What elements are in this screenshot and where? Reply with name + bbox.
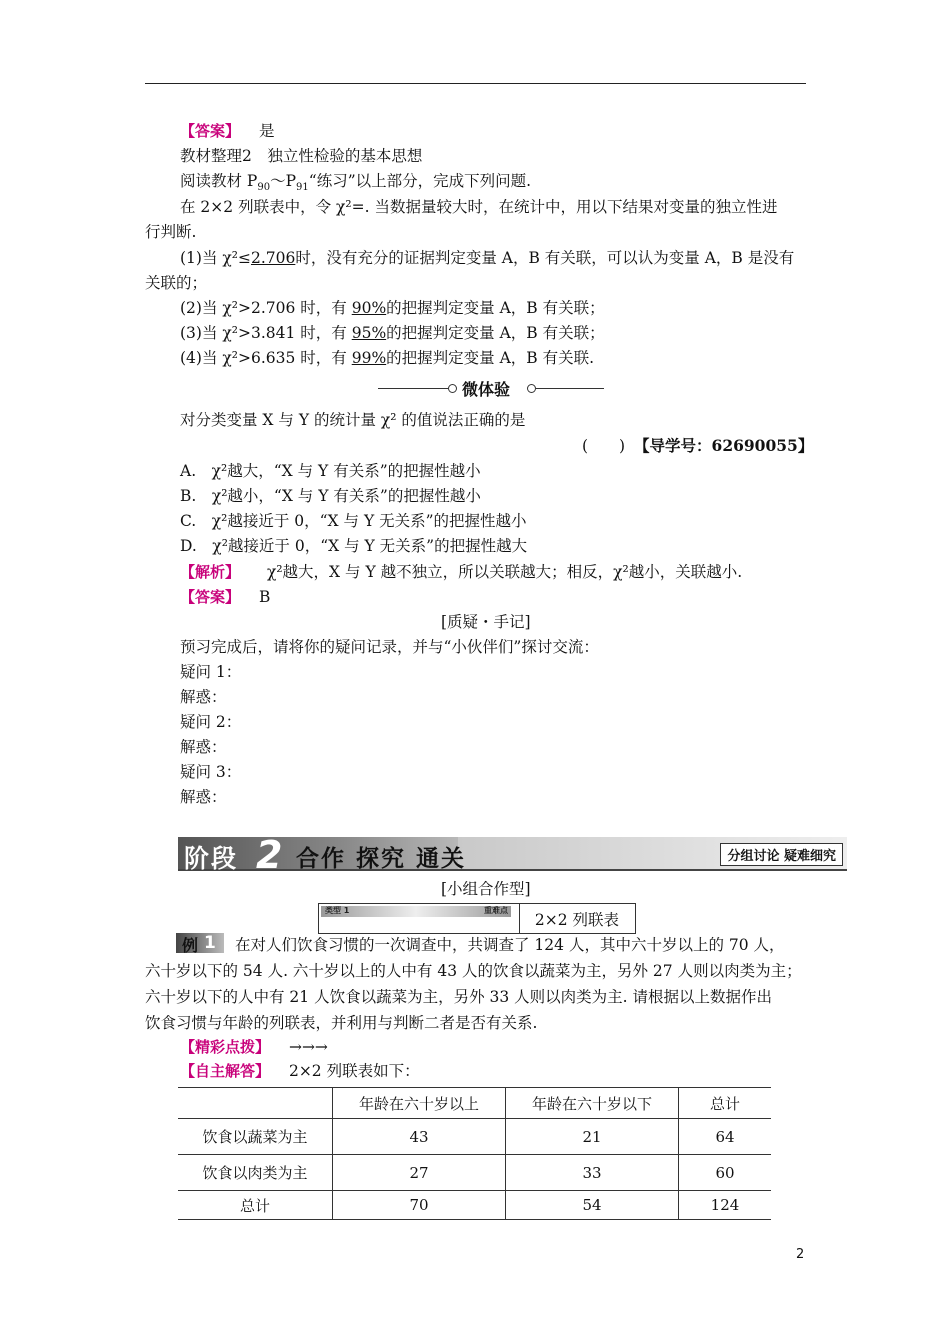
item-3-value: 95% bbox=[351, 324, 387, 342]
stage-word: 阶段 bbox=[184, 844, 239, 873]
example-line-4: 饮食习惯与年龄的列联表，并利用与判断二者是否有关系. bbox=[145, 1014, 538, 1032]
micro-experience-title: 微体验 bbox=[462, 380, 511, 399]
group-title: [小组合作型] bbox=[441, 880, 531, 898]
analysis-text: χ²越大，X 与 Y 越不独立，所以关联越大；相反，χ²越小，关联越小. bbox=[266, 563, 743, 581]
divider-right bbox=[536, 388, 604, 389]
para-line-1: 在 2×2 列联表中，令 χ²=. 当数据量较大时，在统计中，用以下结果对变量的独立性进 bbox=[180, 198, 778, 216]
analysis-line bbox=[180, 562, 742, 582]
table-cell: 64 bbox=[679, 1119, 772, 1155]
table-cell: 21 bbox=[506, 1119, 679, 1155]
example-line-3: 六十岁以下的人中有 21 人饮食以蔬菜为主，另外 33 人则以肉类为主. 请根据以上数据作出 bbox=[145, 988, 773, 1006]
read-instruction: 阅读教材 $P_{90}\sim P_{91}“$练习”以上部分，完成下列问题. bbox=[180, 172, 532, 194]
analysis-tag: 【解析】 bbox=[180, 563, 241, 581]
table-header-cell bbox=[178, 1088, 333, 1119]
note-question-1: 疑问 1： bbox=[180, 663, 242, 681]
example-number: 1 bbox=[204, 933, 216, 953]
stage-badge: 分组讨论 疑难细究 bbox=[720, 843, 843, 866]
question-text: 对分类变量 X 与 Y 的统计量 χ² 的值说法正确的是 bbox=[180, 411, 526, 429]
table-header-row bbox=[178, 1088, 771, 1119]
notes-intro: 预习完成后，请将你的疑问记录，并与“小伙伴们”探讨交流： bbox=[180, 638, 599, 656]
divider-right-dot bbox=[527, 384, 536, 393]
table-cell: 43 bbox=[333, 1119, 506, 1155]
table-row bbox=[178, 1119, 771, 1155]
example-badge bbox=[176, 933, 224, 953]
note-answer-1: 解惑： bbox=[180, 688, 227, 706]
hint-line bbox=[180, 1037, 328, 1057]
table-cell: 27 bbox=[333, 1155, 506, 1191]
table-cell: 124 bbox=[679, 1191, 772, 1220]
item-4-value: 99% bbox=[351, 349, 387, 367]
answer-tag: 【答案】 bbox=[180, 122, 241, 140]
notes-title: [质疑・手记] bbox=[441, 613, 531, 631]
answer-paren: ( ) bbox=[582, 437, 626, 455]
option-a: A. χ²越大，“X 与 Y 有关系”的把握性越小 bbox=[180, 462, 481, 480]
self-solve-text: 2×2 列联表如下： bbox=[288, 1062, 420, 1080]
table-header-cell: 年龄在六十岁以下 bbox=[506, 1088, 679, 1119]
table-cell: 总计 bbox=[178, 1191, 333, 1220]
answer-line-2 bbox=[180, 587, 270, 607]
table-header-cell: 总计 bbox=[679, 1088, 772, 1119]
self-solve-line bbox=[180, 1061, 420, 1081]
table-cell: 33 bbox=[506, 1155, 679, 1191]
option-d: D. χ²越接近于 0，“X 与 Y 无关系”的把握性越大 bbox=[180, 537, 528, 555]
item-2: (2)当 χ²>2.706 时，有 90%的把握判定变量 A，B 有关联； bbox=[180, 299, 605, 317]
item-1: (1)当 χ²≤2.706时，没有充分的证据判定变量 A，B 有关联，可以认为变量 A，B 是没有 bbox=[180, 249, 795, 267]
guide-number: 【导学号：62690055】 bbox=[634, 436, 814, 455]
section-title: 教材整理2 独立性检验的基本思想 bbox=[180, 147, 423, 165]
table-cell: 70 bbox=[333, 1191, 506, 1220]
item-3: (3)当 χ²>3.841 时，有 95%的把握判定变量 A，B 有关联； bbox=[180, 324, 605, 342]
divider-left bbox=[378, 388, 448, 389]
answer-value: 是 bbox=[258, 122, 275, 140]
divider-left-dot bbox=[448, 384, 457, 393]
note-answer-3: 解惑： bbox=[180, 788, 227, 806]
type-number: 类型 1 bbox=[325, 906, 350, 915]
example-word: 例 bbox=[182, 936, 199, 955]
table-cell: 饮食以肉类为主 bbox=[178, 1155, 333, 1191]
item-2-value: 90% bbox=[351, 299, 387, 317]
item-1-cont: 关联的； bbox=[145, 274, 208, 292]
self-solve-tag: 【自主解答】 bbox=[180, 1062, 271, 1080]
contingency-table bbox=[178, 1087, 771, 1220]
note-answer-2: 解惑： bbox=[180, 738, 227, 756]
item-1-value: 2.706 bbox=[250, 249, 296, 267]
answer-value-2: B bbox=[258, 588, 271, 606]
answer-tag-2: 【答案】 bbox=[180, 588, 241, 606]
hint-tag: 【精彩点拨】 bbox=[180, 1038, 271, 1056]
table-row bbox=[178, 1155, 771, 1191]
stage-title: 合作 探究 通关 bbox=[296, 845, 467, 872]
example-line-2: 六十岁以下的 54 人. 六十岁以上的人中有 43 人的饮食以蔬菜为主，另外 27 人则以肉类为主； bbox=[145, 962, 802, 980]
note-question-3: 疑问 3： bbox=[180, 763, 242, 781]
item-4: (4)当 χ²>6.635 时，有 99%的把握判定变量 A，B 有关联. bbox=[180, 349, 595, 367]
table-cell: 饮食以蔬菜为主 bbox=[178, 1119, 333, 1155]
option-c: C. χ²越接近于 0，“X 与 Y 无关系”的把握性越小 bbox=[180, 512, 527, 530]
note-question-2: 疑问 2： bbox=[180, 713, 242, 731]
hint-arrows: →→→ bbox=[288, 1038, 328, 1056]
example-line-1: 在对人们饮食习惯的一次调查中，共调查了 124 人，其中六十岁以上的 70 人， bbox=[235, 936, 785, 954]
type-level: 重难点 bbox=[484, 906, 508, 915]
question-meta bbox=[582, 436, 813, 456]
answer-line-1 bbox=[180, 121, 274, 141]
table-cell: 60 bbox=[679, 1155, 772, 1191]
table-total-row bbox=[178, 1191, 771, 1220]
type-label: 2×2 列联表 bbox=[534, 911, 620, 929]
page-number: 2 bbox=[796, 1247, 805, 1262]
stage-banner bbox=[178, 833, 847, 877]
table-cell: 54 bbox=[506, 1191, 679, 1220]
option-b: B. χ²越小，“X 与 Y 有关系”的把握性越小 bbox=[180, 487, 481, 505]
header-rule bbox=[145, 83, 806, 84]
table-header-cell: 年龄在六十岁以上 bbox=[333, 1088, 506, 1119]
type-bar bbox=[321, 906, 511, 917]
stage-number: 2 bbox=[256, 833, 283, 877]
type-box bbox=[318, 903, 636, 934]
para-line-2: 行判断. bbox=[145, 223, 197, 241]
